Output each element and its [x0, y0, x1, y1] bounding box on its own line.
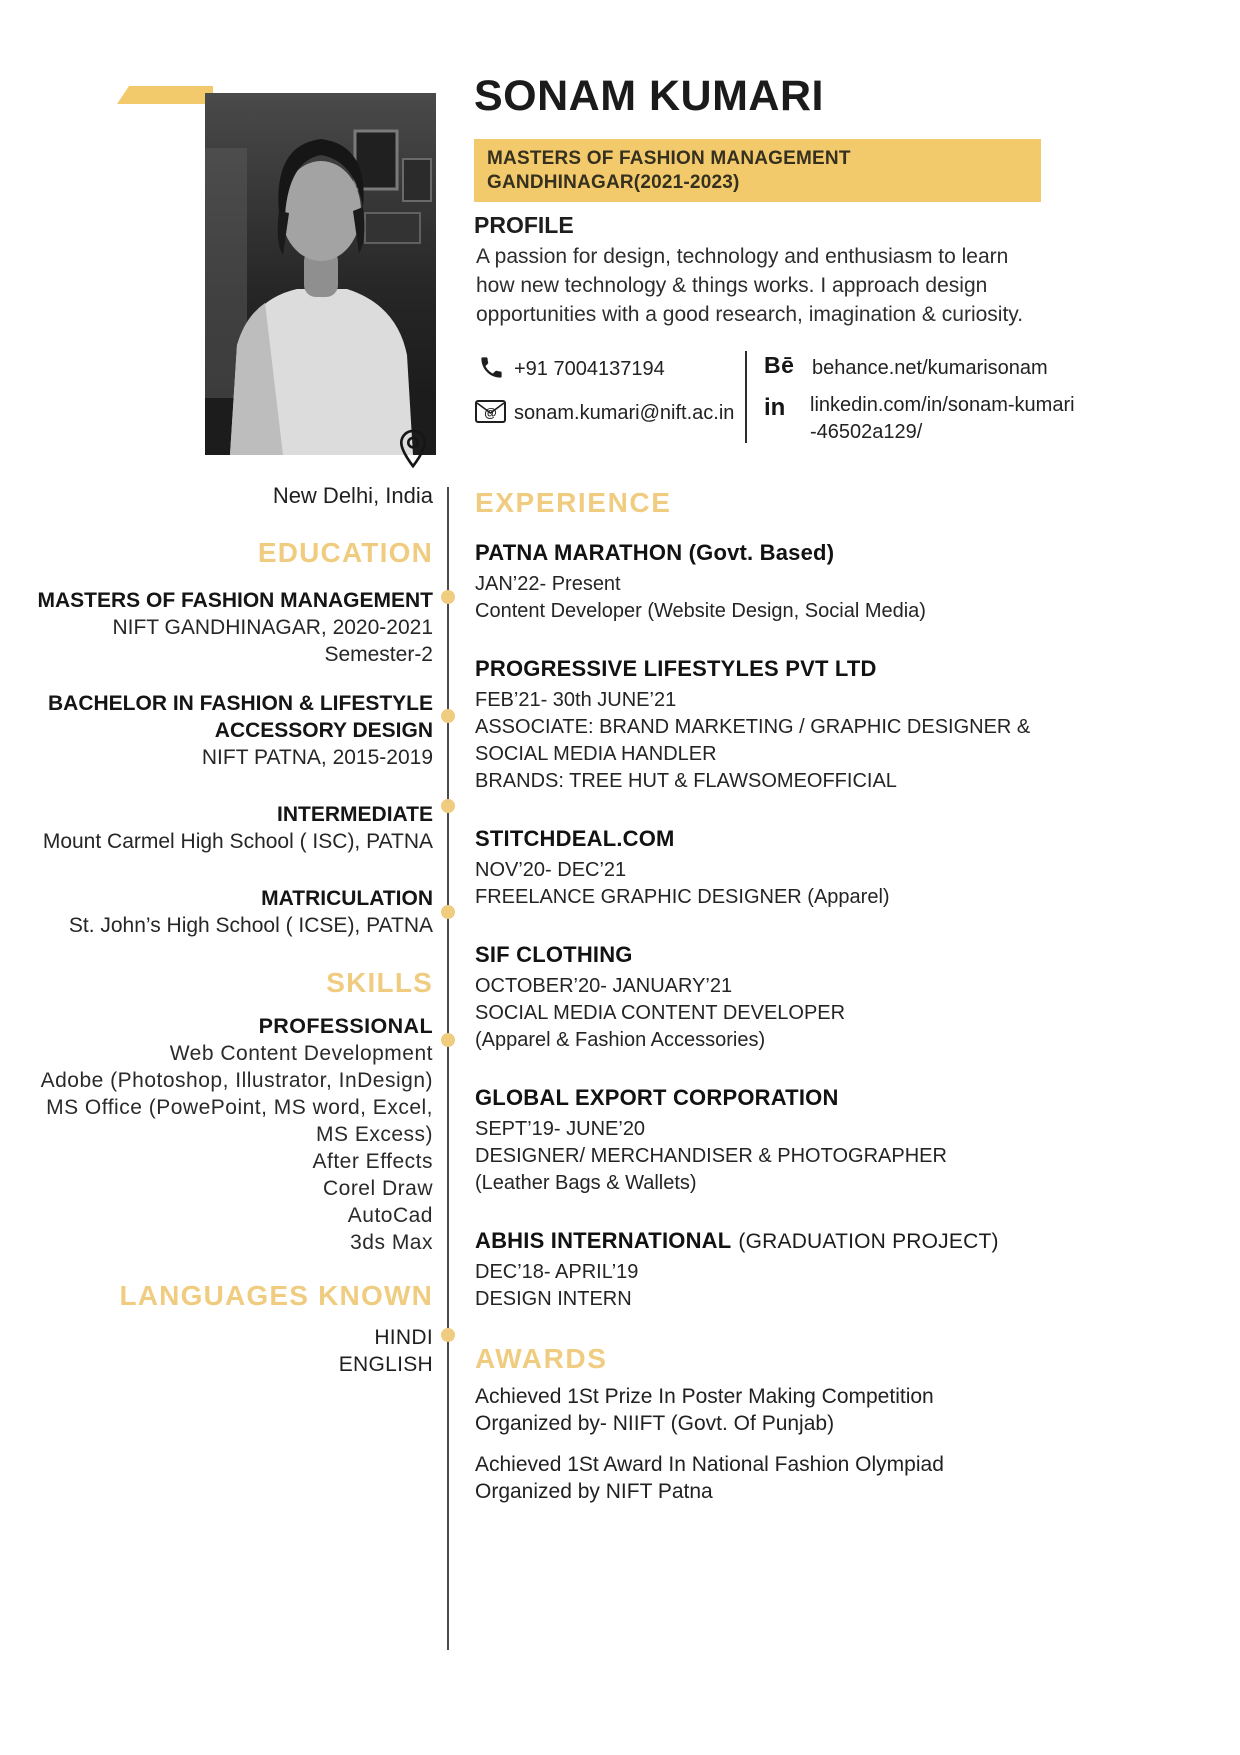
skill-item: AutoCad	[347, 1204, 433, 1227]
contact-divider-line	[745, 351, 747, 443]
education-item	[30, 690, 433, 771]
skill-item: MS Office (PowePoint, MS word, Excel, MS Excess)	[46, 1096, 433, 1146]
experience-detail-line: SOCIAL MEDIA CONTENT DEVELOPER	[475, 1002, 846, 1024]
experience-company	[475, 539, 1075, 568]
experience-list	[475, 539, 1075, 1313]
experience-details	[475, 1259, 1075, 1313]
column-divider-line	[447, 487, 449, 1650]
experience-company-name: STITCHDEAL.COM	[475, 826, 675, 851]
experience-company	[475, 825, 1075, 854]
phone-icon	[478, 354, 505, 386]
experience-detail-line: NOV’20- DEC’21	[475, 859, 627, 881]
experience-company-name: PATNA MARATHON (Govt. Based)	[475, 540, 835, 565]
person-name: SONAM KUMARI	[474, 72, 824, 120]
education-title: INTERMEDIATE	[277, 803, 433, 826]
award-item: Achieved 1St Award In National Fashion Olympiad Organized by NIFT Patna	[475, 1453, 944, 1503]
education-item	[30, 885, 433, 939]
experience-detail-line: ASSOCIATE: BRAND MARKETING / GRAPHIC DESIGNER & SOCIAL MEDIA HANDLER	[475, 716, 1031, 765]
location-pin-icon	[395, 428, 431, 477]
experience-detail-line: FREELANCE GRAPHIC DESIGNER (Apparel)	[475, 886, 890, 908]
timeline-dot	[441, 590, 455, 604]
experience-item	[475, 655, 1075, 795]
skill-item: Corel Draw	[322, 1177, 433, 1200]
education-detail-line: NIFT GANDHINAGAR, 2020-2021	[112, 616, 433, 639]
experience-detail-line: DESIGNER/ MERCHANDISER & PHOTOGRAPHER	[475, 1145, 947, 1167]
skills-list	[30, 1040, 433, 1256]
timeline-dot	[441, 799, 455, 813]
timeline-dot	[441, 1328, 455, 1342]
skill-item: 3ds Max	[350, 1231, 433, 1254]
experience-detail-line: BRANDS: TREE HUT & FLAWSOMEOFFICIAL	[475, 770, 897, 792]
experience-company-name: PROGRESSIVE LIFESTYLES PVT LTD	[475, 656, 877, 681]
experience-detail-line: DESIGN INTERN	[475, 1288, 632, 1310]
education-title: BACHELOR IN FASHION & LIFESTYLE ACCESSORY DESIGN	[47, 692, 433, 742]
skills-heading: SKILLS	[326, 967, 433, 998]
language-item: ENGLISH	[338, 1353, 433, 1376]
experience-company	[475, 941, 1075, 970]
education-detail-line: Mount Carmel High School ( ISC), PATNA	[42, 830, 433, 853]
experience-company	[475, 1227, 1075, 1256]
experience-details	[475, 571, 1075, 625]
education-list	[30, 587, 433, 939]
timeline-dot	[441, 709, 455, 723]
experience-item	[475, 825, 1075, 911]
left-column	[30, 428, 433, 1378]
experience-item	[475, 1084, 1075, 1197]
experience-item	[475, 539, 1075, 625]
awards-heading: AWARDS	[475, 1343, 608, 1374]
email-address[interactable]: sonam.kumari@nift.ac.in	[514, 402, 735, 424]
experience-detail-line: (Apparel & Fashion Accessories)	[475, 1029, 766, 1051]
education-item	[30, 587, 433, 668]
experience-details	[475, 973, 1075, 1054]
languages-heading: LANGUAGES KNOWN	[119, 1280, 433, 1311]
experience-company-suffix: (GRADUATION PROJECT)	[738, 1230, 999, 1253]
right-column	[475, 487, 1075, 1519]
experience-detail-line: FEB’21- 30th JUNE’21	[475, 689, 677, 711]
skill-item: Adobe (Photoshop, Illustrator, InDesign)	[40, 1069, 433, 1092]
education-detail-line: St. John’s High School ( ICSE), PATNA	[68, 914, 433, 937]
behance-icon: Bē	[764, 352, 795, 378]
experience-detail-line: JAN’22- Present	[475, 573, 621, 595]
experience-company-name: ABHIS INTERNATIONAL	[475, 1228, 732, 1253]
experience-heading: EXPERIENCE	[475, 487, 672, 518]
phone-number[interactable]: +91 7004137194	[514, 358, 665, 380]
award-item: Achieved 1St Prize In Poster Making Competition Organized by- NIIFT (Govt. Of Punjab)	[475, 1385, 934, 1435]
experience-detail-line: Content Developer (Website Design, Social Media)	[475, 600, 926, 622]
svg-text:@: @	[484, 405, 497, 420]
location-text: New Delhi, India	[272, 483, 433, 508]
education-title: MASTERS OF FASHION MANAGEMENT	[37, 589, 433, 612]
experience-item	[475, 941, 1075, 1054]
experience-company-name: GLOBAL EXPORT CORPORATION	[475, 1085, 839, 1110]
degree-banner	[474, 139, 1041, 202]
profile-heading: PROFILE	[474, 212, 574, 238]
skill-item: After Effects	[312, 1150, 433, 1173]
education-details	[30, 744, 433, 771]
profile-photo-illustration	[205, 93, 436, 455]
skill-item: Web Content Development	[169, 1042, 433, 1065]
education-details	[30, 828, 433, 855]
education-heading: EDUCATION	[257, 537, 433, 568]
education-details	[30, 614, 433, 668]
experience-company	[475, 655, 1075, 684]
experience-details	[475, 857, 1075, 911]
experience-company	[475, 1084, 1075, 1113]
experience-item	[475, 1227, 1075, 1313]
education-title: MATRICULATION	[261, 887, 433, 910]
behance-url[interactable]: behance.net/kumarisonam	[812, 357, 1048, 379]
linkedin-icon: in	[764, 394, 786, 421]
education-item	[30, 801, 433, 855]
education-details	[30, 912, 433, 939]
education-detail-line: Semester-2	[324, 643, 433, 666]
degree-banner-line2: GANDHINAGAR(2021-2023)	[487, 172, 740, 193]
email-icon	[474, 398, 507, 430]
languages-list	[30, 1324, 433, 1378]
skills-subheading: PROFESSIONAL	[258, 1014, 433, 1038]
profile-text: A passion for design, technology and enthusiasm to learn how new technology & things works. I approach design opportunities with a good research, imagination & curiosity.	[476, 245, 1024, 326]
timeline-dot	[441, 1033, 455, 1047]
experience-details	[475, 1116, 1075, 1197]
experience-detail-line: (Leather Bags & Wallets)	[475, 1172, 697, 1194]
profile-photo	[205, 93, 436, 455]
linkedin-url[interactable]: linkedin.com/in/sonam-kumari-46502a129/	[810, 394, 1075, 443]
experience-company-name: SIF CLOTHING	[475, 942, 633, 967]
accent-ribbon	[117, 86, 213, 104]
language-item: HINDI	[374, 1326, 433, 1349]
awards-list	[475, 1383, 1075, 1505]
experience-detail-line: OCTOBER’20- JANUARY’21	[475, 975, 733, 997]
experience-detail-line: DEC’18- APRIL’19	[475, 1261, 639, 1283]
education-detail-line: NIFT PATNA, 2015-2019	[201, 746, 433, 769]
experience-detail-line: SEPT’19- JUNE’20	[475, 1118, 646, 1140]
degree-banner-line1: MASTERS OF FASHION MANAGEMENT	[487, 148, 851, 169]
timeline-dot	[441, 905, 455, 919]
experience-details	[475, 687, 1075, 795]
